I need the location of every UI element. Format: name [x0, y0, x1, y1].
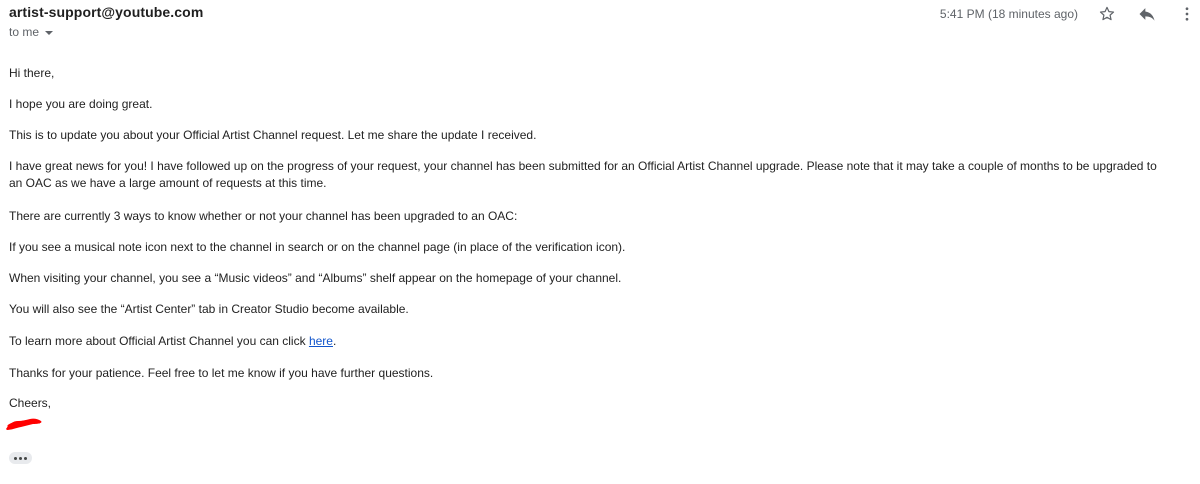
message-paragraph: There are currently 3 ways to know whether or not your channel has been upgraded to an OAC:: [9, 209, 518, 223]
reply-icon: [1137, 4, 1157, 24]
message-timestamp: 5:41 PM (18 minutes ago): [939, 7, 1078, 21]
ellipsis-dot: [24, 457, 27, 460]
star-button[interactable]: [1096, 3, 1118, 25]
show-trimmed-content-button[interactable]: [9, 452, 32, 464]
more-vert-icon: [1178, 5, 1196, 23]
message-paragraph: When visiting your channel, you see a “Music videos” and “Albums” shelf appear on the homepage of your channel.: [9, 271, 622, 285]
message-paragraph: If you see a musical note icon next to the channel in search or on the channel page (in place of the verification icon).: [9, 240, 626, 254]
message-paragraph: I hope you are doing great.: [9, 97, 153, 111]
message-header: [0, 0, 1200, 46]
ellipsis-dot: [19, 457, 22, 460]
closing-line: Cheers,: [9, 396, 52, 410]
message-paragraph: You will also see the “Artist Center” tab in Creator Studio become available.: [9, 302, 409, 316]
learn-more-suffix: .: [332, 334, 337, 348]
learn-more-link[interactable]: here: [308, 334, 333, 348]
chevron-down-icon: [45, 31, 53, 35]
star-icon: [1098, 5, 1116, 23]
greeting: Hi there,: [9, 66, 55, 80]
ellipsis-dot: [14, 457, 17, 460]
sender-email[interactable]: artist-support@youtube.com: [9, 4, 204, 20]
message-paragraph: This is to update you about your Official Artist Channel request. Let me share the update I received.: [9, 128, 537, 142]
reply-button[interactable]: [1136, 3, 1158, 25]
learn-more-paragraph: [9, 333, 1169, 350]
recipient-dropdown[interactable]: [9, 25, 53, 39]
recipient-label: to me: [9, 25, 40, 39]
learn-more-text: To learn more about Official Artist Channel you can click: [9, 334, 309, 348]
thanks-paragraph: Thanks for your patience. Feel free to let me know if you have further questions.: [9, 366, 434, 380]
more-options-button[interactable]: [1176, 3, 1198, 25]
message-paragraph: I have great news for you! I have followed up on the progress of your request, your channel has been submitted for an Official Artist Channel upgrade. Please note that it may take a couple of months to be upgraded to an OAC as we have a large amount of requests at this time.: [9, 159, 1157, 190]
redacted-signature: [3, 413, 45, 433]
